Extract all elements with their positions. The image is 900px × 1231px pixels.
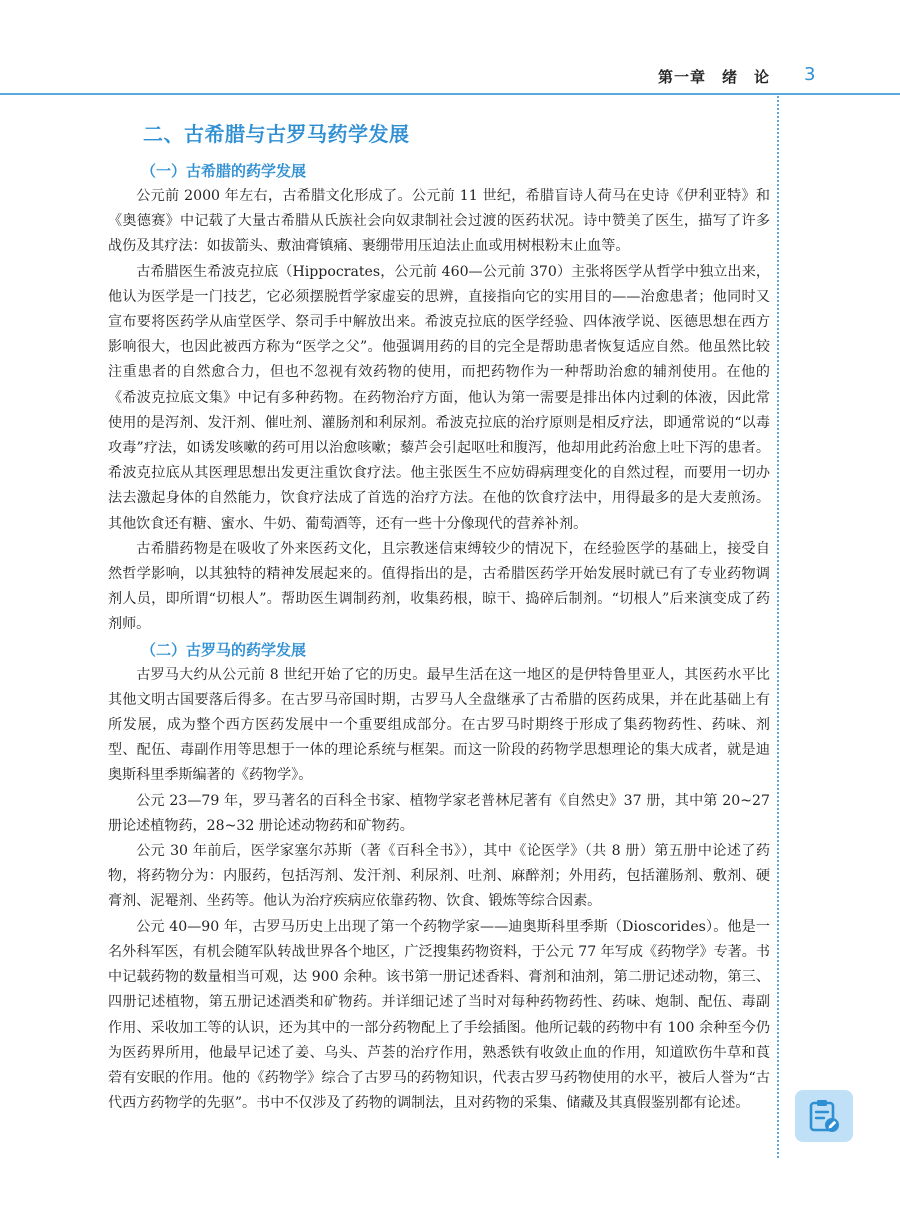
- notes-button[interactable]: [795, 1090, 853, 1142]
- paragraph: 古希腊药物是在吸收了外来医药文化，且宗教迷信束缚较少的情况下，在经验医学的基础上，接受自然哲学影响，以其独特的精神发展起来的。值得指出的是，古希腊医药学开始发展时就已有了专业药物调剂人员，即所谓“切根人”。帮助医生调制药剂，收集药根，晾干、捣碎后制剂。“切根人”后来演变成了药剂师。: [108, 540, 770, 633]
- paragraph: 公元 30 年前后，医学家塞尔苏斯（著《百科全书》），其中《论医学》（共 8 册）第五册中论述了药物，将药物分为：内服药，包括泻剂、发汗剂、利尿剂、吐剂、麻醉剂；外用药，包括灌肠剂、敷剂、硬膏剂、泥罨剂、坐药等。他认为治疗疾病应依靠药物、饮食、锻炼等综合因素。: [108, 843, 770, 910]
- paragraph: 古罗马大约从公元前 8 世纪开始了它的历史。最早生活在这一地区的是伊特鲁里亚人，其医药水平比其他文明古国要落后得多。在古罗马帝国时期，古罗马人全盘继承了古希腊的医药成果，并在此基础上有所发展，成为整个西方医药发展中一个重要组成部分。在古罗马时期终于形成了集药物药性、药味、剂型、配伍、毒副作用等思想于一体的理论系统与框架。而这一阶段的药物学思想理论的集大成者，就是迪奥斯科里季斯编著的《药物学》。: [108, 666, 770, 784]
- main-content: [108, 118, 770, 1116]
- running-head: 第一章 绪 论: [657, 68, 770, 86]
- section-title: 二、古希腊与古罗马药学发展: [143, 122, 410, 146]
- paragraph: 公元前 2000 年左右，古希腊文化形成了。公元前 11 世纪，希腊盲诗人荷马在史诗《伊利亚特》和《奥德赛》中记载了大量古希腊从氏族社会向奴隶制社会过渡的医药状况。诗中赞美了医生，描写了许多战伤及其疗法：如拔箭头、敷油膏镇痛、裹绷带用压迫法止血或用树根粉末止血等。: [108, 188, 770, 255]
- subsection-title: （二）古罗马的药学发展: [141, 640, 307, 659]
- subsection-title: （一）古希腊的药学发展: [141, 162, 307, 180]
- page-number: 3: [804, 64, 816, 85]
- subsection-rome: [108, 638, 770, 1117]
- header-rule: [0, 93, 900, 95]
- clipboard-pencil-icon: [807, 1098, 841, 1134]
- paragraph: 古希腊医生希波克拉底（Hippocrates，公元前 460—公元前 370）主张将医学从哲学中独立出来，他认为医学是一门技艺，它必须摆脱哲学家虚妄的思辨，直接指向它的实用目的——治愈患者；他同时又宣布要将医药学从庙堂医学、祭司手中解放出来。希波克拉底的医学经验、四体液学说、医德思想在西方影响很大，也因此被西方称为“医学之父”。他强调用药的目的完全是帮助患者恢复适应自然。他虽然比较注重患者的自然愈合力，但也不忽视有效药物的使用，而把药物作为一种帮助治愈的辅剂使用。在他的《希波克拉底文集》中记有多种药物。在药物治疗方面，他认为第一需要是排出体内过剩的体液，因此常使用的是泻剂、发汗剂、催吐剂、灌肠剂和利尿剂。希波克拉底的治疗原则是相反疗法，即通常说的“以毒攻毒”疗法，如诱发咳嗽的药可用以治愈咳嗽；藜芦会引起呕吐和腹泻，他却用此药治愈上吐下泻的患者。希波克拉底从其医理思想出发更注重饮食疗法。他主张医生不应妨碍病理变化的自然过程，而要用一切办法去激起身体的自然能力，饮食疗法成了首选的治疗方法。在他的饮食疗法中，用得最多的是大麦煎汤。其他饮食还有糖、蜜水、牛奶、葡萄酒等，还有一些十分像现代的营养补剂。: [108, 263, 770, 532]
- sidebar-divider: [777, 96, 779, 1158]
- page-header: [0, 0, 900, 96]
- paragraph: 公元 23—79 年，罗马著名的百科全书家、植物学家老普林尼著有《自然史》37 册，其中第 20~27 册论述植物药，28~32 册论述动物药和矿物药。: [108, 792, 770, 834]
- paragraph: 公元 40—90 年，古罗马历史上出现了第一个药物学家——迪奥斯科里季斯（Dioscorides）。他是一名外科军医，有机会随军队转战世界各个地区，广泛搜集药物资料，于公元 77 年写成《药物学》专著。书中记载药物的数量相当可观，达 900 余种。该书第一册记述香料、膏剂和油剂，第二册记述动物，第三、四册记述植物，第五册记述酒类和矿物药。并详细记述了当时对每种药物药性、药味、炮制、配伍、毒副作用、采收加工等的认识，还为其中的一部分药物配上了手绘插图。他所记载的药物中有 100 余种至今仍为医药界所用，他最早记述了姜、乌头、芦荟的治疗作用，熟悉铁有收敛止血的作用，知道欧伤牛草和莨菪有安眠的作用。他的《药物学》综合了古罗马的药物知识，代表古罗马药物使用的水平，被后人誉为“古代西方药物学的先驱”。书中不仅涉及了药物的调制法，且对药物的采集、储藏及其真假鉴别都有论述。: [108, 918, 770, 1112]
- subsection-greece: [108, 159, 770, 638]
